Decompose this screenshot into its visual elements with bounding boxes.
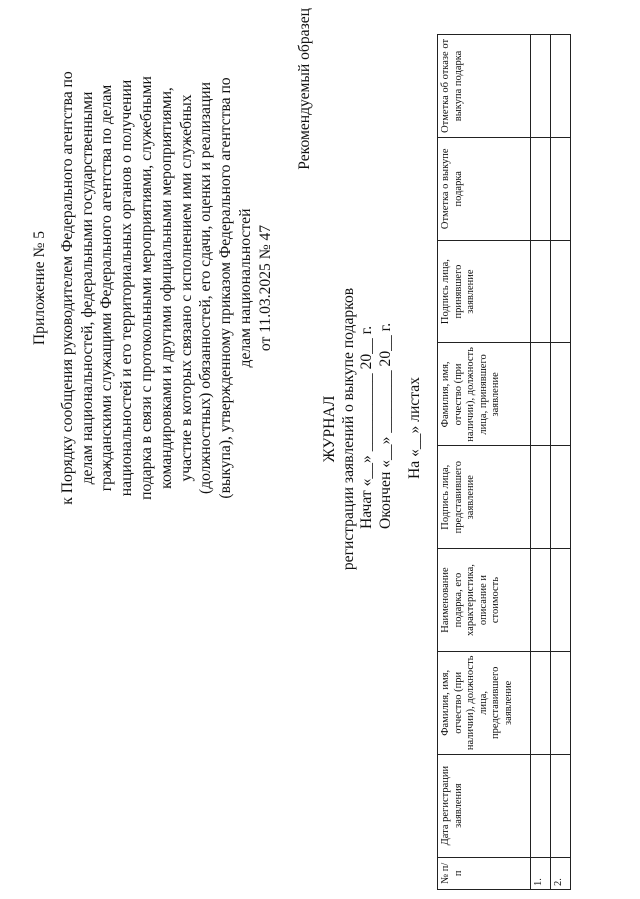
- column-header: Фамилия, имя, отчество (при наличии), должность лица, принявшего заявление: [438, 343, 531, 446]
- sample-note: Рекомендуемый образец: [296, 8, 313, 170]
- header-line: (должностных) обязанностей, его сдачи, оценки и реализации: [197, 82, 215, 494]
- table-cell: [531, 446, 551, 549]
- table-cell: [551, 343, 571, 446]
- table-cell: [551, 137, 571, 240]
- header-line: командировками и другими официальными мероприятиями,: [157, 87, 175, 489]
- table-cell: [531, 240, 551, 343]
- table-row: [531, 35, 551, 890]
- row-number: 2.: [551, 857, 571, 889]
- table-cell: [531, 754, 551, 857]
- header-line: подарка в связи с протокольными мероприятиями, служебными: [137, 76, 155, 500]
- end-date-line: Окончен «__» ________ 20__ г.: [377, 322, 394, 529]
- column-header: Подпись лица, представившего заявление: [438, 446, 531, 549]
- column-header: Дата регистрации заявления: [438, 754, 531, 857]
- journal-title: ЖУРНАЛ: [321, 395, 338, 463]
- header-line: делам национальностей: [236, 208, 254, 368]
- column-header: Наименование подарка, его характеристика, описание и стоимость: [438, 549, 531, 652]
- column-header: Подпись лица, принявшего заявление: [438, 240, 531, 343]
- table-cell: [551, 240, 571, 343]
- table-cell: [531, 343, 551, 446]
- header-line: (выкупа), утвержденному приказом Федерального агентства по: [217, 77, 235, 499]
- journal-heading: [320, 229, 358, 629]
- table-cell: [531, 35, 551, 138]
- journal-dates: [357, 323, 395, 529]
- table-cell: [531, 651, 551, 754]
- header-line: от 11.03.2025 № 47: [256, 224, 274, 352]
- column-header: Фамилия, имя, отчество (при наличии), должность лица, представившего заявление: [438, 651, 531, 754]
- table-cell: [531, 549, 551, 652]
- appendix-title: Приложение № 5: [31, 230, 48, 346]
- appendix-header: [30, 0, 276, 577]
- register-table: [437, 34, 571, 890]
- header-line: к Порядку сообщения руководителем Федерального агентства по: [58, 71, 76, 505]
- header-line: национальностей и его территориальных органов о получении: [118, 79, 136, 497]
- table-cell: [551, 549, 571, 652]
- column-header: Отметка о выкупе подарка: [438, 137, 531, 240]
- sheet-count-line: На «__» листах: [406, 377, 423, 479]
- table-cell: [551, 446, 571, 549]
- start-date-line: Начат «__» __________ 20__ г.: [358, 325, 375, 529]
- table-cell: [531, 137, 551, 240]
- column-header: № п/п: [438, 857, 531, 889]
- table-header-row: [438, 35, 531, 890]
- column-header: Отметка об отказе от выкупа подарка: [438, 35, 531, 138]
- header-line: делам национальностей, федеральными государственными: [78, 91, 96, 485]
- table-row: [551, 35, 571, 890]
- table-cell: [551, 754, 571, 857]
- table-cell: [551, 651, 571, 754]
- row-number: 1.: [531, 857, 551, 889]
- journal-subtitle: регистрации заявлений о выкупе подарков: [340, 287, 357, 571]
- header-line: гражданскими служащими Федерального агентства по делам: [98, 84, 116, 492]
- header-line: участие в которых связано с исполнением ими служебных: [177, 94, 195, 482]
- table-cell: [551, 35, 571, 138]
